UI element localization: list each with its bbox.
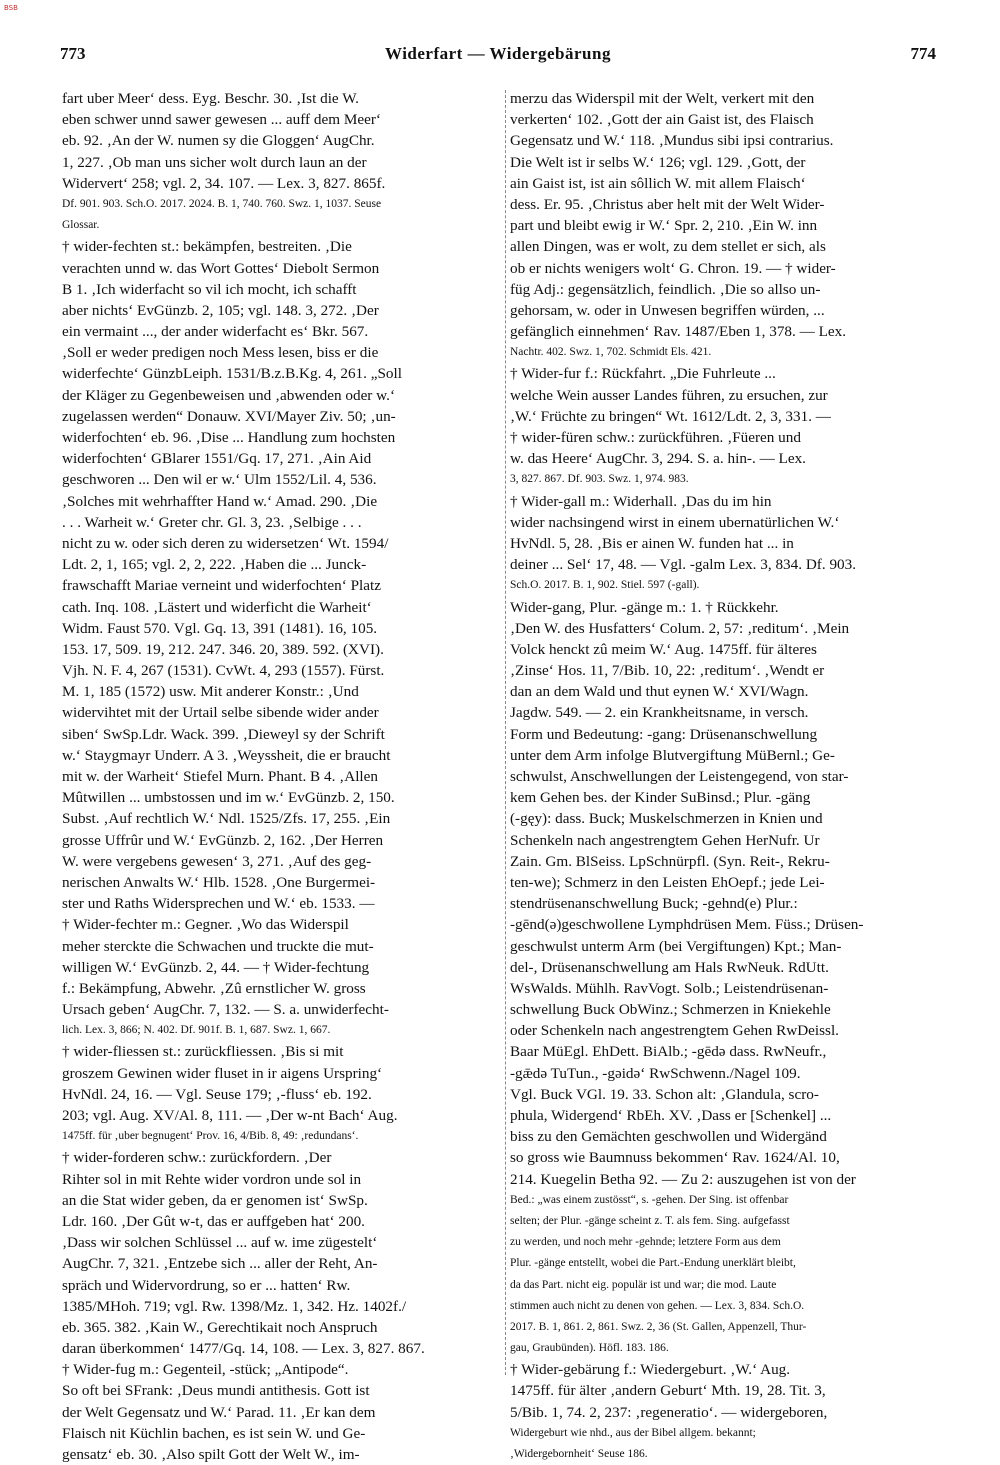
- text-line: Bed.: „was einem zustösst“, s. -gehen. Der Sing. ist offenbar: [510, 1193, 789, 1206]
- text-line: geschwulst unterm Arm (bei Vergiftungen) Kpt.; Man-: [510, 937, 842, 955]
- text-line: 153. 17, 509. 19, 212. 247. 346. 20, 389. 592. (XVI).: [62, 640, 384, 658]
- text-line: Die Welt ist ir selbs W.‘ 126; vgl. 129. ‚Gott, der: [510, 153, 806, 171]
- text-line: unter dem Arm infolge Blutvergiftung MüBernl.; Ge-: [510, 746, 835, 764]
- text-line: grosse Uffrûr und W.‘ EvGünzb. 2, 162. ‚Der Herren: [62, 831, 384, 849]
- text-line: ‚Zinse‘ Hos. 11, 7/Bib. 10, 22: ‚reditum‘. ‚Wendt er: [510, 662, 825, 680]
- text-line: Vgl. Buck VGl. 19. 33. Schon alt: ‚Glandula, scro-: [510, 1085, 819, 1103]
- text-line: Sch.O. 2017. B. 1, 902. Stiel. 597 (-gall).: [510, 579, 700, 592]
- right-column: [510, 88, 940, 1465]
- text-line: fart uber Meer‘ dess. Eyg. Beschr. 30. ‚Ist die W.: [62, 90, 359, 107]
- text-line: so gross wie Baumnuss bekommen‘ Rav. 1624/Al. 10,: [510, 1149, 840, 1167]
- text-line: merzu das Widerspil mit der Welt, verkert mit den: [510, 90, 815, 107]
- text-line: gehorsam, w. oder in Unwesen begriffen würden, ...: [510, 301, 825, 319]
- text-line: Jagdw. 549. — 2. ein Krankheitsname, in versch.: [510, 704, 809, 722]
- text-line: allen Dingen, was er wolt, zu dem stellet er sich, als: [510, 238, 826, 256]
- text-line: widervihtet mit der Urtail selbe sibende wider ander: [62, 704, 379, 722]
- text-line: geschworen ... Den wil er w.‘ Ulm 1552/Lil. 4, 536.: [62, 471, 377, 489]
- text-line: Mûtwillen ... umbstossen und im w.‘ EvGünzb. 2, 150.: [62, 789, 395, 807]
- text-line: willigen W.‘ EvGünzb. 2, 44. — † Wider-fechtung: [62, 958, 370, 976]
- text-line: HvNdl. 5, 28. ‚Bis er ainen W. funden hat ... in: [510, 534, 794, 552]
- text-line: phula, Widergend‘ RbEh. XV. ‚Dass er [Schenkel] ...: [510, 1107, 832, 1124]
- text-line: füg Adj.: gegensätzlich, feindlich. ‚Die so allso un-: [510, 280, 821, 298]
- text-line: ‚Solches mit wehrhaffter Hand w.‘ Amad. 290. ‚Die: [62, 492, 378, 510]
- text-line: verachten unnd w. das Wort Gottes‘ Diebolt Sermon: [62, 259, 380, 277]
- text-line: Baar MüEgl. EhDett. BiAlb.; -gēdə dass. RwNeufr.,: [510, 1043, 827, 1061]
- text-line: So oft bei SFrank: ‚Deus mundi antithesis. Gott ist: [62, 1382, 370, 1400]
- text-line: lich. Lex. 3, 866; N. 402. Df. 901f. B. 1, 687. Swz. 1, 667.: [62, 1024, 331, 1037]
- text-line: ten-we); Schmerz in den Leisten EhOepf.; jede Lei-: [510, 873, 825, 891]
- text-line: eb. 365. 382. ‚Kain W., Gerechtikait noch Anspruch: [62, 1318, 378, 1336]
- text-line: gefänglich einnehmen‘ Rav. 1487/Eben 1, 378. — Lex.: [510, 323, 847, 341]
- text-line: † Wider-gebärung f.: Wiedergeburt. ‚W.‘ Aug.: [510, 1361, 791, 1379]
- text-line: 203; vgl. Aug. XV/Al. 8, 111. — ‚Der w-nt Bach‘ Aug.: [62, 1107, 398, 1124]
- text-line: ‚Dass wir solchen Schlüssel ... auf w. ime zügestelt‘: [62, 1234, 378, 1252]
- column-divider: [505, 90, 506, 1375]
- text-line: spräch und Widervordrung, so er ... hatten‘ Rw.: [62, 1276, 351, 1294]
- text-line: Rihter sol in mit Rehte wider vordron unde sol in: [62, 1170, 362, 1188]
- text-line: der Kläger zu Gegenbeweisen und ‚abwenden oder w.‘: [62, 386, 395, 404]
- text-line: Widervert‘ 258; vgl. 2, 34. 107. — Lex. 3, 827. 865f.: [62, 174, 386, 192]
- left-column: [62, 88, 500, 1465]
- text-line: Widm. Faust 570. Vgl. Gq. 13, 391 (1481). 16, 105.: [62, 619, 378, 637]
- text-line: (-gęy): dass. Buck; Muskelschmerzen in Knien und: [510, 810, 823, 828]
- page-number-right: 774: [910, 44, 936, 63]
- text-line: . . . Warheit w.‘ Greter chr. Gl. 3, 23. ‚Selbige . . .: [62, 513, 362, 531]
- text-line: schwellung Buck ObWinz.; Schmerzen in Kniekehle: [510, 1001, 831, 1019]
- text-line: widerfochten‘ GBlarer 1551/Gq. 17, 271. ‚Ain Aid: [62, 450, 372, 468]
- text-line: 5/Bib. 1, 74. 2, 237: ‚regeneratio‘. — widergeboren,: [510, 1403, 828, 1421]
- text-line: da das Part. nicht eig. populär ist und war; die mod. Laute: [510, 1278, 777, 1291]
- text-line: AugChr. 7, 321. ‚Entzebe sich ... aller der Reht, An-: [62, 1255, 378, 1273]
- library-stamp: BSB: [4, 4, 18, 12]
- text-line: gensatz‘ eb. 30. ‚Also spilt Gott der Welt W., im-: [62, 1446, 360, 1463]
- text-line: 1385/MHoh. 719; vgl. Rw. 1398/Mz. 1, 342. Hz. 1402f./: [62, 1297, 407, 1315]
- text-line: w. das Heere‘ AugChr. 3, 294. S. a. hin-. — Lex.: [510, 450, 806, 468]
- text-line: verkerten‘ 102. ‚Gott der ain Gaist ist, des Flaisch: [510, 111, 814, 129]
- text-line: ster und Raths Widersprechen und W.‘ eb. 1533. —: [62, 895, 375, 913]
- text-line: 2017. B. 1, 861. 2, 861. Swz. 2, 36 (St. Gallen, Appenzell, Thur-: [510, 1320, 807, 1333]
- text-line: f.: Bekämpfung, Abwehr. ‚Zû ernstlicher W. gross: [62, 979, 366, 997]
- text-line: zugelassen werden“ Donauw. XVI/Mayer Ziv. 50; ‚un-: [62, 407, 396, 425]
- text-line: Ursach geben‘ AugChr. 7, 132. — S. a. unwiderfecht-: [62, 1001, 389, 1019]
- text-line: schwulst, Anschwellungen der Leistengegend, von star-: [510, 768, 849, 785]
- text-line: Widergeburt wie nhd., aus der Bibel allgem. bekannt;: [510, 1426, 756, 1439]
- text-line: WsWalds. Mühlh. RavVogt. Solb.; Leistendrüsenan-: [510, 979, 829, 997]
- text-line: 1475ff. für älter ‚andern Geburt‘ Mth. 19, 28. Tit. 3,: [510, 1382, 826, 1400]
- text-line: stimmen auch nicht zu denen von gehen. — Lex. 3, 834. Sch.O.: [510, 1299, 805, 1312]
- text-line: selten; der Plur. -gänge scheint z. T. als fem. Sing. aufgefasst: [510, 1214, 790, 1227]
- text-line: siben‘ SwSp.Ldr. Wack. 399. ‚Dieweyl sy der Schrift: [62, 725, 385, 743]
- text-line: kem Gehen bes. der Kinder SuBinsd.; Plur. -gäng: [510, 789, 811, 807]
- page-number-left: 773: [60, 44, 86, 63]
- text-line: † wider-füren schw.: zurückführen. ‚Füeren und: [510, 429, 801, 446]
- text-line: mit w. der Warheit‘ Stiefel Murn. Phant. B 4. ‚Allen: [62, 768, 378, 785]
- text-line: gau, Graubünden). Höfl. 183. 186.: [510, 1342, 669, 1355]
- text-line: 1475ff. für ‚uber begnugent‘ Prov. 16, 4/Bib. 8, 49: ‚redundans‘.: [62, 1130, 359, 1143]
- text-line: oder Schenkeln nach angestrengtem Gehen RwDeissl.: [510, 1022, 839, 1040]
- text-line: ‚Widergebornheit‘ Seuse 186.: [510, 1448, 648, 1460]
- text-line: Zain. Gm. BlSeiss. LpSchnürpfl. (Syn. Reit-, Rekru-: [510, 852, 830, 870]
- text-line: M. 1, 185 (1572) usw. Mit anderer Konstr.: ‚Und: [62, 683, 359, 701]
- text-line: welche Wein ausser Landes führen, zu ersuchen, zur: [510, 386, 828, 404]
- text-line: dan an dem Wald und thut eynen W.‘ XVI/Wagn.: [510, 683, 809, 701]
- text-line: Df. 901. 903. Sch.O. 2017. 2024. B. 1, 740. 760. Swz. 1, 1037. Seuse: [62, 197, 382, 210]
- text-line: del-, Drüsenanschwellung am Hals RwNeuk. RdUtt.: [510, 958, 829, 976]
- text-line: Subst. ‚Auf rechtlich W.‘ Ndl. 1525/Zfs. 17, 255. ‚Ein: [62, 810, 391, 828]
- text-line: biss zu den Gemächten geschwollen und Widergänd: [510, 1128, 827, 1146]
- text-line: deiner ... Sel‘ 17, 48. — Vgl. -galm Lex. 3, 834. Df. 903.: [510, 556, 857, 574]
- text-line: ein vermaint ..., der ander widerfacht es‘ Bkr. 567.: [62, 323, 369, 341]
- text-line: Flaisch nit Küchlin bachen, es ist sein W. und Ge-: [62, 1424, 366, 1442]
- text-line: Form und Bedeutung: -gang: Drüsenanschwellung: [510, 725, 818, 743]
- text-line: nicht zu w. oder sich deren zu widersetzen‘ Wt. 1594/: [62, 534, 389, 552]
- text-line: ain Gaist ist, ist ain sôllich W. mit allem Flaisch‘: [510, 174, 806, 192]
- text-line: frawschafft Mariae verneint und widerfochten‘ Platz: [62, 577, 381, 595]
- text-line: † wider-fechten st.: bekämpfen, bestreiten. ‚Die: [62, 238, 352, 256]
- text-line: 3, 827. 867. Df. 903. Swz. 1, 974. 983.: [510, 473, 689, 486]
- text-line: der Welt Gegensatz und W.‘ Parad. 11. ‚Er kan dem: [62, 1403, 376, 1421]
- text-line: Ldr. 160. ‚Der Gût w-t, das er auffgeben hat‘ 200.: [62, 1212, 365, 1230]
- text-line: Wider-gang, Plur. -gänge m.: 1. † Rückkehr.: [510, 598, 779, 616]
- text-line: ‚W.‘ Früchte zu bringen“ Wt. 1612/Ldt. 2, 3, 331. —: [510, 407, 831, 425]
- text-line: ‚Soll er weder predigen noch Mess lesen, biss er die: [62, 344, 379, 362]
- text-line: nerischen Anwalts W.‘ Hlb. 1528. ‚One Burgermei-: [62, 873, 376, 891]
- text-line: widerfechte‘ GünzbLeiph. 1531/B.z.B.Kg. 4, 261. „Soll: [62, 365, 402, 383]
- text-line: ob er nichts wenigers wolt‘ G. Chron. 19. — † wider-: [510, 259, 836, 277]
- text-line: part und bleibt ewig ir W.‘ Spr. 2, 210. ‚Ein W. inn: [510, 217, 818, 235]
- text-line: Vjh. N. F. 4, 267 (1531). CvWt. 4, 293 (1557). Fürst.: [62, 662, 385, 680]
- text-line: † Wider-fechter m.: Gegner. ‚Wo das Widerspil: [62, 916, 349, 934]
- text-line: eben schwer unnd sawer gewesen ... auff dem Meer‘: [62, 111, 381, 129]
- text-line: † wider-fliessen st.: zurückfliessen. ‚Bis si mit: [62, 1043, 344, 1061]
- text-line: dess. Er. 95. ‚Christus aber helt mit der Welt Wider-: [510, 195, 825, 213]
- page-header: [60, 40, 936, 68]
- text-line: † Wider-gall m.: Widerhall. ‚Das du im hin: [510, 492, 772, 510]
- text-line: Glossar.: [62, 219, 100, 232]
- text-line: an die Stat wider geben, da er genomen ist‘ SwSp.: [62, 1191, 368, 1209]
- text-line: W. were vergebens gewesen‘ 3, 271. ‚Auf des geg-: [62, 852, 372, 870]
- text-line: HvNdl. 24, 16. — Vgl. Seuse 179; ‚-fluss‘ eb. 192.: [62, 1085, 372, 1103]
- text-line: Volck henckt zû meim W.‘ Aug. 1475ff. für älteres: [510, 640, 817, 658]
- text-line: aber nichts‘ EvGünzb. 2, 105; vgl. 148. 3, 272. ‚Der: [62, 301, 379, 319]
- text-line: Gegensatz und W.‘ 118. ‚Mundus sibi ipsi contrarius.: [510, 132, 834, 150]
- text-line: meher sterckte die Schwachen und truckte die mut-: [62, 937, 374, 955]
- text-line: Plur. -gänge entstellt, wobei die Part.-Endung unerklärt bleibt,: [510, 1257, 796, 1270]
- text-line: † Wider-fur f.: Rückfahrt. „Die Fuhrleute ...: [510, 365, 776, 383]
- text-line: Ldt. 2, 1, 165; vgl. 2, 2, 222. ‚Haben die ... Junck-: [62, 556, 367, 574]
- text-line: 1, 227. ‚Ob man uns sicher wolt durch laun an der: [62, 153, 367, 171]
- text-line: -gēnd(ə)geschwollene Lymphdrüsen Mem. Füss.; Drüsen-: [510, 916, 864, 934]
- text-line: w.‘ Staygmayr Underr. A 3. ‚Weyssheit, die er braucht: [62, 746, 391, 764]
- text-line: † Wider-fug m.: Gegenteil, -stück; „Antipode“.: [62, 1361, 349, 1379]
- text-line: zu werden, und noch mehr -gehnde; letztere Form aus dem: [510, 1236, 781, 1249]
- text-line: groszem Gewinen wider fluset in ir aigens Urspring‘: [62, 1064, 383, 1082]
- text-line: widerfochten‘ eb. 96. ‚Dise ... Handlung zum hochsten: [62, 429, 396, 446]
- running-title: Widerfart — Widergebärung: [385, 44, 611, 63]
- text-line: Schenkeln nach angestrengtem Gehen HerNufr. Ur: [510, 831, 820, 849]
- text-line: B 1. ‚Ich widerfacht so vil ich mocht, ich schafft: [62, 280, 357, 298]
- text-line: Nachtr. 402. Swz. 1, 702. Schmidt Els. 421.: [510, 346, 712, 359]
- text-line: † wider-forderen schw.: zurückfordern. ‚Der: [62, 1149, 332, 1167]
- text-line: 214. Kuegelin Betha 92. — Zu 2: auszugehen ist von der: [510, 1170, 856, 1188]
- text-line: daran überkommen‘ 1477/Gq. 14, 108. — Lex. 3, 827. 867.: [62, 1340, 425, 1358]
- text-line: eb. 92. ‚An der W. numen sy die Gloggen‘ AugChr.: [62, 132, 375, 150]
- text-line: -gǣdə TuTun., -gəidə‘ RwSchwenn./Nagel 109.: [510, 1064, 801, 1082]
- text-line: cath. Inq. 108. ‚Lästert und widerficht die Warheit‘: [62, 598, 372, 616]
- text-line: stendrüsenanschwellung Buck; -gehnd(e) Plur.:: [510, 895, 798, 913]
- text-line: wider nachsingend wirst in einem ubernatürlichen W.‘: [510, 513, 840, 531]
- text-line: ‚Den W. des Husfatters‘ Colum. 2, 57: ‚reditum‘. ‚Mein: [510, 619, 850, 637]
